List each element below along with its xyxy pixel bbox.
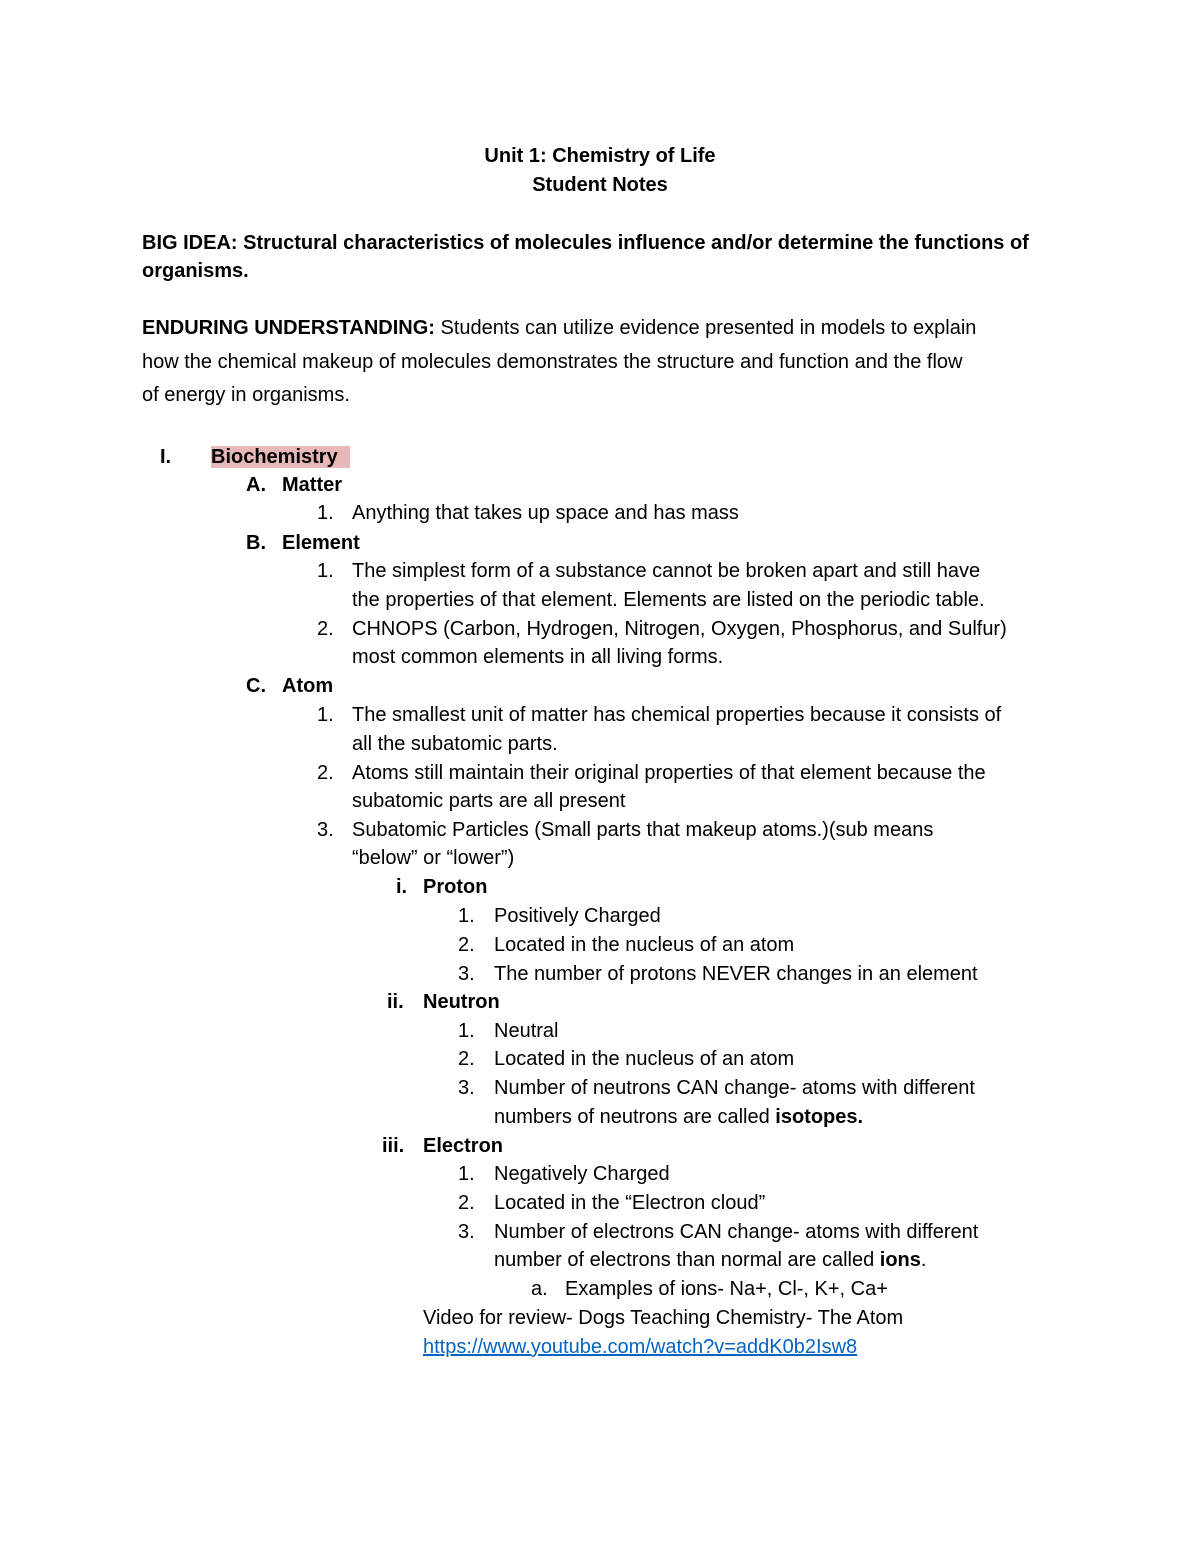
proton-1-text: Positively Charged	[494, 905, 661, 927]
page-title: Unit 1: Chemistry of Life	[484, 145, 716, 167]
proton-1-marker: 1.	[458, 905, 475, 927]
element-1-line2: the properties of that element. Elements are listed on the periodic table.	[352, 589, 985, 611]
atom-2-marker: 2.	[317, 762, 334, 784]
neutron-marker: ii.	[387, 991, 404, 1013]
electron-2-marker: 2.	[458, 1192, 475, 1214]
atom-1-line1: The smallest unit of matter has chemical properties because it consists of	[352, 704, 1002, 726]
matter-1-text: Anything that takes up space and has mass	[352, 502, 739, 524]
ions-example-marker: a.	[531, 1278, 548, 1300]
ions-example-text: Examples of ions- Na+, Cl-, K+, Ca+	[565, 1278, 888, 1300]
enduring-label: ENDURING UNDERSTANDING:	[142, 317, 435, 339]
neutron-3-marker: 3.	[458, 1077, 475, 1099]
big-idea-line2: organisms.	[142, 260, 249, 282]
item-c-marker: C.	[246, 675, 266, 697]
atom-2-line2: subatomic parts are all present	[352, 790, 626, 812]
item-a-title: Matter	[282, 474, 343, 496]
element-1-line1: The simplest form of a substance cannot be broken apart and still have	[352, 560, 981, 582]
proton-2-marker: 2.	[458, 934, 475, 956]
atom-1-line2: all the subatomic parts.	[352, 733, 558, 755]
item-b-marker: B.	[246, 532, 266, 554]
neutron-2-marker: 2.	[458, 1048, 475, 1070]
electron-3-line2	[494, 1246, 926, 1274]
electron-marker: iii.	[382, 1135, 405, 1157]
item-b-title: Element	[282, 532, 360, 554]
section-title	[211, 443, 350, 471]
item-a-marker: A.	[246, 474, 266, 496]
element-2-line2: most common elements in all living forms.	[352, 646, 724, 668]
proton-title: Proton	[423, 876, 488, 898]
section-marker: I.	[160, 446, 172, 468]
enduring-line1-text: Students can utilize evidence presented in models to explain	[434, 317, 977, 339]
section-title-highlight: Biochemistry	[211, 446, 350, 468]
atom-1-marker: 1.	[317, 704, 334, 726]
neutron-title: Neutron	[423, 991, 500, 1013]
review-text: Video for review- Dogs Teaching Chemistry- The Atom	[423, 1307, 904, 1329]
review-video-link[interactable]: https://www.youtube.com/watch?v=addK0b2Isw8	[423, 1336, 858, 1358]
big-idea-line1: BIG IDEA: Structural characteristics of molecules influence and/or determine the functions of	[142, 232, 1029, 254]
atom-3-marker: 3.	[317, 819, 334, 841]
neutron-3-line2	[494, 1103, 863, 1131]
page-subtitle: Student Notes	[532, 174, 668, 196]
atom-3-line2: “below” or “lower”)	[352, 847, 515, 869]
neutron-2-text: Located in the nucleus of an atom	[494, 1048, 795, 1070]
neutron-1-marker: 1.	[458, 1020, 475, 1042]
electron-2-text: Located in the “Electron cloud”	[494, 1192, 766, 1214]
ions-term: ions	[879, 1249, 921, 1271]
electron-3-marker: 3.	[458, 1221, 475, 1243]
electron-1-marker: 1.	[458, 1163, 475, 1185]
neutron-1-text: Neutral	[494, 1020, 559, 1042]
atom-3-line1: Subatomic Particles (Small parts that makeup atoms.)(sub means	[352, 819, 934, 841]
proton-3-text: The number of protons NEVER changes in an element	[494, 963, 978, 985]
proton-2-text: Located in the nucleus of an atom	[494, 934, 795, 956]
enduring-line2: how the chemical makeup of molecules demonstrates the structure and function and the flow	[142, 351, 963, 373]
neutron-3-line2-text: numbers of neutrons are called	[494, 1106, 776, 1128]
atom-2-line1: Atoms still maintain their original properties of that element because the	[352, 762, 986, 784]
neutron-3-line1: Number of neutrons CAN change- atoms with different	[494, 1077, 975, 1099]
element-2-marker: 2.	[317, 618, 334, 640]
electron-3-line1: Number of electrons CAN change- atoms with different	[494, 1221, 979, 1243]
proton-3-marker: 3.	[458, 963, 475, 985]
enduring-line3: of energy in organisms.	[142, 384, 350, 406]
element-1-marker: 1.	[317, 560, 334, 582]
enduring-line1	[142, 314, 976, 342]
electron-title: Electron	[423, 1135, 504, 1157]
proton-marker: i.	[396, 876, 408, 898]
element-2-line1: CHNOPS (Carbon, Hydrogen, Nitrogen, Oxygen, Phosphorus, and Sulfur)	[352, 618, 1007, 640]
matter-1-marker: 1.	[317, 502, 334, 524]
electron-3-line2-end: .	[920, 1249, 927, 1271]
electron-3-line2-text: number of electrons than normal are called	[494, 1249, 880, 1271]
item-c-title: Atom	[282, 675, 334, 697]
isotopes-term: isotopes.	[775, 1106, 864, 1128]
electron-1-text: Negatively Charged	[494, 1163, 670, 1185]
